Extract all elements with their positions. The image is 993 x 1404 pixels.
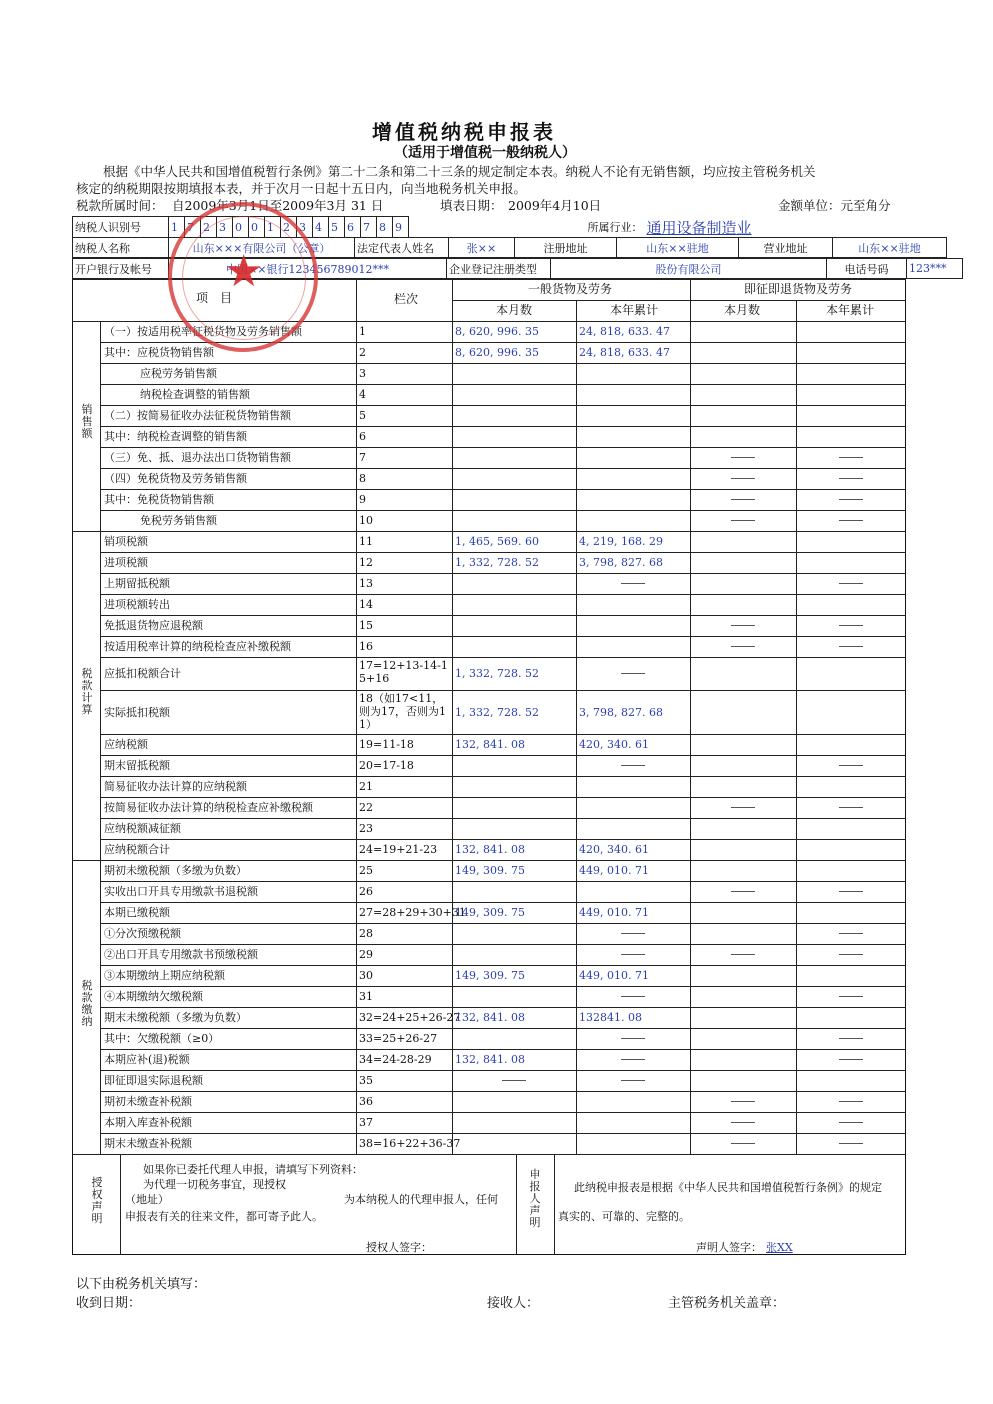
star-icon: ★ bbox=[224, 246, 264, 297]
grid-line bbox=[100, 405, 906, 406]
table-row-item: 上期留抵税额 bbox=[104, 577, 170, 590]
not-applicable-dash bbox=[731, 646, 755, 647]
table-row-line: 8 bbox=[359, 472, 366, 485]
auth-line-3b: 为本纳税人的代理申报人，任何 bbox=[344, 1193, 498, 1206]
grid-line bbox=[100, 1112, 906, 1113]
auth-line-1: 如果你已委托代理人申报，请填写下列资料： bbox=[143, 1163, 363, 1176]
phone-label: 电话号码 bbox=[827, 259, 907, 279]
grid-line bbox=[100, 986, 906, 987]
grid-line bbox=[100, 447, 906, 448]
table-row-ytd-value: 3, 798, 827. 68 bbox=[579, 556, 663, 569]
grid-line bbox=[100, 734, 906, 735]
table-row-item: 应纳税额合计 bbox=[104, 843, 170, 856]
decl-sign-label: 声明人签字： bbox=[696, 1241, 762, 1254]
not-applicable-dash bbox=[839, 765, 863, 766]
decl-line-1: 此纳税申报表是根据《中华人民共和国增值税暂行条例》的规定 bbox=[574, 1181, 882, 1194]
not-applicable-dash bbox=[621, 765, 645, 766]
company-seal-stamp bbox=[168, 202, 318, 352]
table-row-item: 实际抵扣税额 bbox=[104, 705, 170, 719]
taxid-digit: 8 bbox=[377, 217, 393, 238]
tax-office-seal-label: 主管税务机关盖章： bbox=[668, 1296, 786, 1311]
fill-date-value: 2009年4月10日 bbox=[508, 198, 602, 213]
table-row-line: 16 bbox=[359, 640, 373, 653]
table-row-line: 1 bbox=[359, 325, 366, 338]
table-row-line: 10 bbox=[359, 514, 373, 527]
table-row-item: （一）按适用税率征税货物及劳务销售额 bbox=[104, 325, 302, 338]
table-row-item: 其中：欠缴税额（≥0） bbox=[104, 1032, 220, 1045]
table-row-line: 21 bbox=[359, 780, 373, 793]
taxid-digit: 0 bbox=[249, 217, 265, 238]
table-row-item: 进项税额 bbox=[104, 556, 148, 569]
not-applicable-dash bbox=[839, 478, 863, 479]
grid-line bbox=[100, 363, 906, 364]
decl-label: 申报人声明 bbox=[529, 1168, 541, 1229]
table-row-line: 30 bbox=[359, 969, 373, 982]
grid-line bbox=[72, 531, 906, 532]
not-applicable-dash bbox=[621, 954, 645, 955]
footer-line-1: 以下由税务机关填写： bbox=[76, 1277, 207, 1292]
not-applicable-dash bbox=[731, 520, 755, 521]
table-row-line: 25 bbox=[359, 864, 373, 877]
period-value: 自2009年3月1日至2009年3月 31 日 bbox=[172, 198, 384, 213]
table-row-line: 28 bbox=[359, 927, 373, 940]
form-subtitle: （适用于增值税一般纳税人） bbox=[394, 145, 576, 161]
col-line-header: 栏次 bbox=[394, 292, 419, 306]
table-row-item: 纳税检查调整的销售额 bbox=[140, 388, 250, 401]
grid-line bbox=[100, 1133, 906, 1134]
not-applicable-dash bbox=[839, 807, 863, 808]
table-row-line: 11 bbox=[359, 535, 373, 548]
table-row-line: 9 bbox=[359, 493, 366, 506]
not-applicable-dash bbox=[621, 1038, 645, 1039]
decl-sign-value: 张XX bbox=[766, 1241, 793, 1254]
not-applicable-dash bbox=[839, 1101, 863, 1102]
grid-line bbox=[100, 384, 906, 385]
grid-line bbox=[100, 944, 906, 945]
table-row-line: 26 bbox=[359, 885, 373, 898]
table-row-ytd-value: 449, 010. 71 bbox=[579, 906, 649, 919]
table-row-ytd-value: 420, 340. 61 bbox=[579, 738, 649, 751]
industry-label: 所属行业： bbox=[587, 221, 643, 234]
grid-line bbox=[100, 468, 906, 469]
taxid-digit: 7 bbox=[185, 217, 201, 238]
table-row-line: 33=25+26-27 bbox=[359, 1032, 438, 1045]
reg-type-label: 企业登记注册类型 bbox=[447, 259, 551, 279]
table-row-line: 2 bbox=[359, 346, 366, 359]
not-applicable-dash bbox=[839, 499, 863, 500]
grid-line bbox=[796, 300, 797, 1154]
section-sales-label: 销售额 bbox=[81, 403, 93, 440]
not-applicable-dash bbox=[731, 499, 755, 500]
not-applicable-dash bbox=[731, 954, 755, 955]
table-row-item: ②出口开具专用缴款书预缴税额 bbox=[104, 948, 258, 961]
reg-addr-value: 山东××驻地 bbox=[617, 238, 739, 258]
not-applicable-dash bbox=[839, 1122, 863, 1123]
taxid-digit: 4 bbox=[313, 217, 329, 238]
grid-line bbox=[100, 1007, 906, 1008]
table-row-month-value: 8, 620, 996. 35 bbox=[455, 325, 539, 338]
grid-line bbox=[100, 797, 906, 798]
table-row-line: 13 bbox=[359, 577, 373, 590]
table-row-month-value: 149, 309. 75 bbox=[455, 864, 525, 877]
table-row-item: 其中：免税货物销售额 bbox=[104, 493, 214, 506]
table-row-line: 15 bbox=[359, 619, 373, 632]
bank-value: 中国××银行123456789012*** bbox=[169, 259, 447, 279]
table-row-item: 期初未缴税额（多缴为负数） bbox=[104, 864, 247, 877]
grid-line bbox=[72, 860, 906, 861]
table-row-item: 本期应补(退)税额 bbox=[104, 1053, 190, 1066]
table-row-ytd-value: 3, 798, 827. 68 bbox=[579, 705, 663, 719]
grid-line bbox=[452, 300, 906, 301]
grid-line bbox=[100, 690, 906, 691]
table-row-line: 22 bbox=[359, 801, 373, 814]
not-applicable-dash bbox=[839, 646, 863, 647]
fill-date-label: 填表日期： bbox=[440, 198, 503, 213]
table-row-item: 按简易征收办法计算的纳税检查应补缴税额 bbox=[104, 801, 313, 814]
section-calc-label: 税款计算 bbox=[81, 667, 93, 716]
table-row-item: ③本期缴纳上期应纳税额 bbox=[104, 969, 225, 982]
taxid-digit: 9 bbox=[393, 217, 409, 238]
table-row-line: 27=28+29+30+31 bbox=[359, 906, 466, 919]
legal-rep-value: 张×× bbox=[449, 238, 515, 258]
not-applicable-dash bbox=[839, 583, 863, 584]
receiver-label: 接收人： bbox=[487, 1296, 540, 1311]
table-row-month-value: 132, 841. 08 bbox=[455, 1053, 525, 1066]
grid-line bbox=[100, 1070, 906, 1071]
table-row-item: 实收出口开具专用缴款书退税额 bbox=[104, 885, 258, 898]
taxid-digit: 2 bbox=[281, 217, 297, 238]
grid-line bbox=[100, 489, 906, 490]
table-row-item: （二）按简易征收办法征税货物销售额 bbox=[104, 409, 291, 422]
table-row-item: 销项税额 bbox=[104, 535, 148, 548]
received-date-label: 收到日期： bbox=[76, 1296, 142, 1311]
table-row-line: 4 bbox=[359, 388, 366, 401]
table-row-item: 本期入库查补税额 bbox=[104, 1116, 192, 1129]
grid-line bbox=[100, 1091, 906, 1092]
not-applicable-dash bbox=[731, 1101, 755, 1102]
table-row-line: 29 bbox=[359, 948, 373, 961]
col-ytd-header: 本年累计 bbox=[826, 303, 875, 317]
intro-line-2: 核定的纳税期限按期填报本表，并于次月一日起十五日内，向当地税务机关申报。 bbox=[76, 181, 527, 196]
table-row-item: 应纳税额 bbox=[104, 738, 148, 751]
table-row-item: ①分次预缴税额 bbox=[104, 927, 181, 940]
col-ytd-header: 本年累计 bbox=[610, 303, 659, 317]
legal-rep-label: 法定代表人姓名 bbox=[355, 238, 449, 258]
table-row-line: 12 bbox=[359, 556, 373, 569]
not-applicable-dash bbox=[621, 1059, 645, 1060]
table-row-line: 7 bbox=[359, 451, 366, 464]
not-applicable-dash bbox=[839, 954, 863, 955]
table-row-line: 14 bbox=[359, 598, 373, 611]
table-row-line: 19=11-18 bbox=[359, 738, 414, 751]
not-applicable-dash bbox=[839, 520, 863, 521]
table-row-line: 37 bbox=[359, 1116, 373, 1129]
table-row-line: 32=24+25+26-27 bbox=[359, 1011, 461, 1024]
table-row-item: 进项税额转出 bbox=[104, 598, 170, 611]
taxid-digit: 0 bbox=[233, 217, 249, 238]
taxid-digit: 2 bbox=[201, 217, 217, 238]
not-applicable-dash bbox=[839, 1143, 863, 1144]
table-row-month-value: 149, 309. 75 bbox=[455, 906, 525, 919]
biz-addr-value: 山东××驻地 bbox=[833, 238, 947, 258]
table-row-month-value: 132, 841. 08 bbox=[455, 738, 525, 751]
auth-label: 授权声明 bbox=[91, 1176, 103, 1225]
grid-line bbox=[100, 902, 906, 903]
table-row-ytd-value: 132841. 08 bbox=[579, 1011, 642, 1024]
table-row-month-value: 1, 332, 728. 52 bbox=[455, 667, 539, 680]
name-label: 纳税人名称 bbox=[73, 238, 169, 258]
taxid-digit: 5 bbox=[329, 217, 345, 238]
grid-line bbox=[100, 755, 906, 756]
grid-line bbox=[100, 636, 906, 637]
table-row-ytd-value: 4, 219, 168. 29 bbox=[579, 535, 663, 548]
auth-line-2: 为代理一切税务事宜，现授权 bbox=[143, 1178, 286, 1191]
table-row-item: 期初未缴查补税额 bbox=[104, 1095, 192, 1108]
decl-line-2: 真实的、可靠的、完整的。 bbox=[558, 1210, 690, 1223]
grid-line bbox=[100, 818, 906, 819]
industry-value: 通用设备制造业 bbox=[646, 218, 752, 237]
table-row-line: 24=19+21-23 bbox=[359, 843, 438, 856]
table-row-item: （四）免税货物及劳务销售额 bbox=[104, 472, 247, 485]
grid-line bbox=[120, 1154, 121, 1255]
table-row-item: 即征即退实际退税额 bbox=[104, 1074, 203, 1087]
table-row-item: ④本期缴纳欠缴税额 bbox=[104, 990, 203, 1003]
table-row-ytd-value: 420, 340. 61 bbox=[579, 843, 649, 856]
table-row-line: 36 bbox=[359, 1095, 373, 1108]
grid-line bbox=[72, 1154, 906, 1155]
table-row-item: 免抵退货物应退税额 bbox=[104, 619, 203, 632]
not-applicable-dash bbox=[621, 1080, 645, 1081]
table-row-line: 35 bbox=[359, 1074, 373, 1087]
taxid-digit: 1 bbox=[265, 217, 281, 238]
grid-line bbox=[554, 1154, 555, 1255]
table-row-line: 5 bbox=[359, 409, 366, 422]
not-applicable-dash bbox=[839, 1059, 863, 1060]
not-applicable-dash bbox=[839, 891, 863, 892]
not-applicable-dash bbox=[502, 1080, 526, 1081]
table-row-line: 20=17-18 bbox=[359, 759, 414, 772]
grid-line bbox=[100, 321, 101, 1154]
grid-line bbox=[100, 923, 906, 924]
table-row-month-value: 1, 332, 728. 52 bbox=[455, 705, 539, 719]
not-applicable-dash bbox=[731, 807, 755, 808]
reg-type-value: 股份有限公司 bbox=[551, 259, 827, 279]
grid-line bbox=[100, 657, 906, 658]
unit-label: 金额单位：元至角分 bbox=[778, 198, 891, 213]
table-row-line: 38=16+22+36-37 bbox=[359, 1137, 461, 1150]
table-row-line: 34=24-28-29 bbox=[359, 1053, 432, 1066]
table-row-item: 其中：纳税检查调整的销售额 bbox=[104, 430, 247, 443]
not-applicable-dash bbox=[731, 891, 755, 892]
section-pay-label: 税款缴纳 bbox=[81, 979, 93, 1028]
grid-line bbox=[516, 1154, 517, 1255]
table-row-ytd-value: 24, 818, 633. 47 bbox=[579, 346, 670, 359]
not-applicable-dash bbox=[839, 625, 863, 626]
col-month-header: 本月数 bbox=[496, 303, 533, 317]
table-row-line: 17=12+13-14-15+16 bbox=[359, 659, 448, 685]
not-applicable-dash bbox=[839, 933, 863, 934]
not-applicable-dash bbox=[731, 625, 755, 626]
table-row-item: 简易征收办法计算的应纳税额 bbox=[104, 780, 247, 793]
table-row-month-value: 132, 841. 08 bbox=[455, 843, 525, 856]
table-row-ytd-value: 24, 818, 633. 47 bbox=[579, 325, 670, 338]
table-row-item: 免税劳务销售额 bbox=[140, 514, 217, 527]
not-applicable-dash bbox=[731, 478, 755, 479]
grid-line bbox=[100, 1049, 906, 1050]
grid-line bbox=[100, 881, 906, 882]
col-month-header: 本月数 bbox=[724, 303, 761, 317]
grid-line bbox=[100, 965, 906, 966]
not-applicable-dash bbox=[621, 933, 645, 934]
grid-line bbox=[100, 776, 906, 777]
table-row-item: 期末未缴税额（多缴为负数） bbox=[104, 1011, 247, 1024]
grid-line bbox=[100, 510, 906, 511]
taxid-label: 纳税人识别号 bbox=[73, 217, 169, 238]
grid-line bbox=[356, 279, 357, 1154]
reg-addr-label: 注册地址 bbox=[515, 238, 617, 258]
not-applicable-dash bbox=[839, 1038, 863, 1039]
table-row-month-value: 132, 841. 08 bbox=[455, 1011, 525, 1024]
not-applicable-dash bbox=[621, 673, 645, 674]
grid-line bbox=[576, 300, 577, 1154]
grid-line bbox=[100, 839, 906, 840]
col-item-header: 项 目 bbox=[196, 291, 233, 305]
auth-sign-label: 授权人签字： bbox=[366, 1241, 432, 1254]
table-row-line: 18（如17<11，则为17，否则为11） bbox=[359, 692, 446, 731]
group-refund-header: 即征即退货物及劳务 bbox=[744, 282, 853, 296]
not-applicable-dash bbox=[839, 457, 863, 458]
not-applicable-dash bbox=[621, 996, 645, 997]
grid-line bbox=[100, 552, 906, 553]
table-row-item: 期末留抵税额 bbox=[104, 759, 170, 772]
table-row-item: 按适用税率计算的纳税检查应补缴税额 bbox=[104, 640, 291, 653]
table-row-month-value: 8, 620, 996. 35 bbox=[455, 346, 539, 359]
table-row-item: 其中：应税货物销售额 bbox=[104, 346, 214, 359]
not-applicable-dash bbox=[839, 996, 863, 997]
table-row-item: 应税劳务销售额 bbox=[140, 367, 217, 380]
grid-line bbox=[100, 1028, 906, 1029]
table-row-item: 本期已缴税额 bbox=[104, 906, 170, 919]
table-row-line: 3 bbox=[359, 367, 366, 380]
table-row-item: 应抵扣税额合计 bbox=[104, 667, 181, 680]
not-applicable-dash bbox=[731, 1143, 755, 1144]
name-value: 山东×××有限公司（公章） bbox=[169, 238, 355, 258]
table-row-item: （三）免、抵、退办法出口货物销售额 bbox=[104, 451, 291, 464]
table-row-item: 应纳税额减征额 bbox=[104, 822, 181, 835]
auth-line-4: 申报表有关的往来文件，都可寄予此人。 bbox=[125, 1210, 323, 1223]
form-title: 增值税纳税申报表 bbox=[372, 120, 556, 144]
taxid-digit: 3 bbox=[297, 217, 313, 238]
grid-line bbox=[100, 573, 906, 574]
not-applicable-dash bbox=[731, 1122, 755, 1123]
table-row-ytd-value: 449, 010. 71 bbox=[579, 969, 649, 982]
taxid-digit: 3 bbox=[217, 217, 233, 238]
grid-line bbox=[100, 594, 906, 595]
taxid-digit: 1 bbox=[169, 217, 185, 238]
table-row-line: 23 bbox=[359, 822, 373, 835]
grid-line bbox=[100, 426, 906, 427]
bank-label: 开户银行及帐号 bbox=[73, 259, 169, 279]
group-general-header: 一般货物及劳务 bbox=[528, 282, 613, 296]
grid-line bbox=[100, 615, 906, 616]
table-row-line: 31 bbox=[359, 990, 373, 1003]
intro-line-1: 根据《中华人民共和国增值税暂行条例》第二十二条和第二十三条的规定制定本表。纳税人不论有无销售额，均应按主管税务机关 bbox=[103, 164, 816, 179]
taxid-digit: 7 bbox=[361, 217, 377, 238]
not-applicable-dash bbox=[731, 457, 755, 458]
table-row-month-value: 1, 332, 728. 52 bbox=[455, 556, 539, 569]
table-row-item: 期末未缴查补税额 bbox=[104, 1137, 192, 1150]
table-row-ytd-value: 449, 010. 71 bbox=[579, 864, 649, 877]
table-row-line: 6 bbox=[359, 430, 366, 443]
not-applicable-dash bbox=[621, 583, 645, 584]
table-row-month-value: 1, 465, 569. 60 bbox=[455, 535, 539, 548]
grid-line bbox=[690, 279, 691, 1154]
taxid-digit: 6 bbox=[345, 217, 361, 238]
period-label: 税款所属时间： bbox=[76, 198, 164, 213]
table-row-month-value: 149, 309. 75 bbox=[455, 969, 525, 982]
biz-addr-label: 营业地址 bbox=[739, 238, 833, 258]
phone-value: 123*** bbox=[907, 259, 963, 279]
auth-line-3: （地址） bbox=[125, 1193, 169, 1206]
